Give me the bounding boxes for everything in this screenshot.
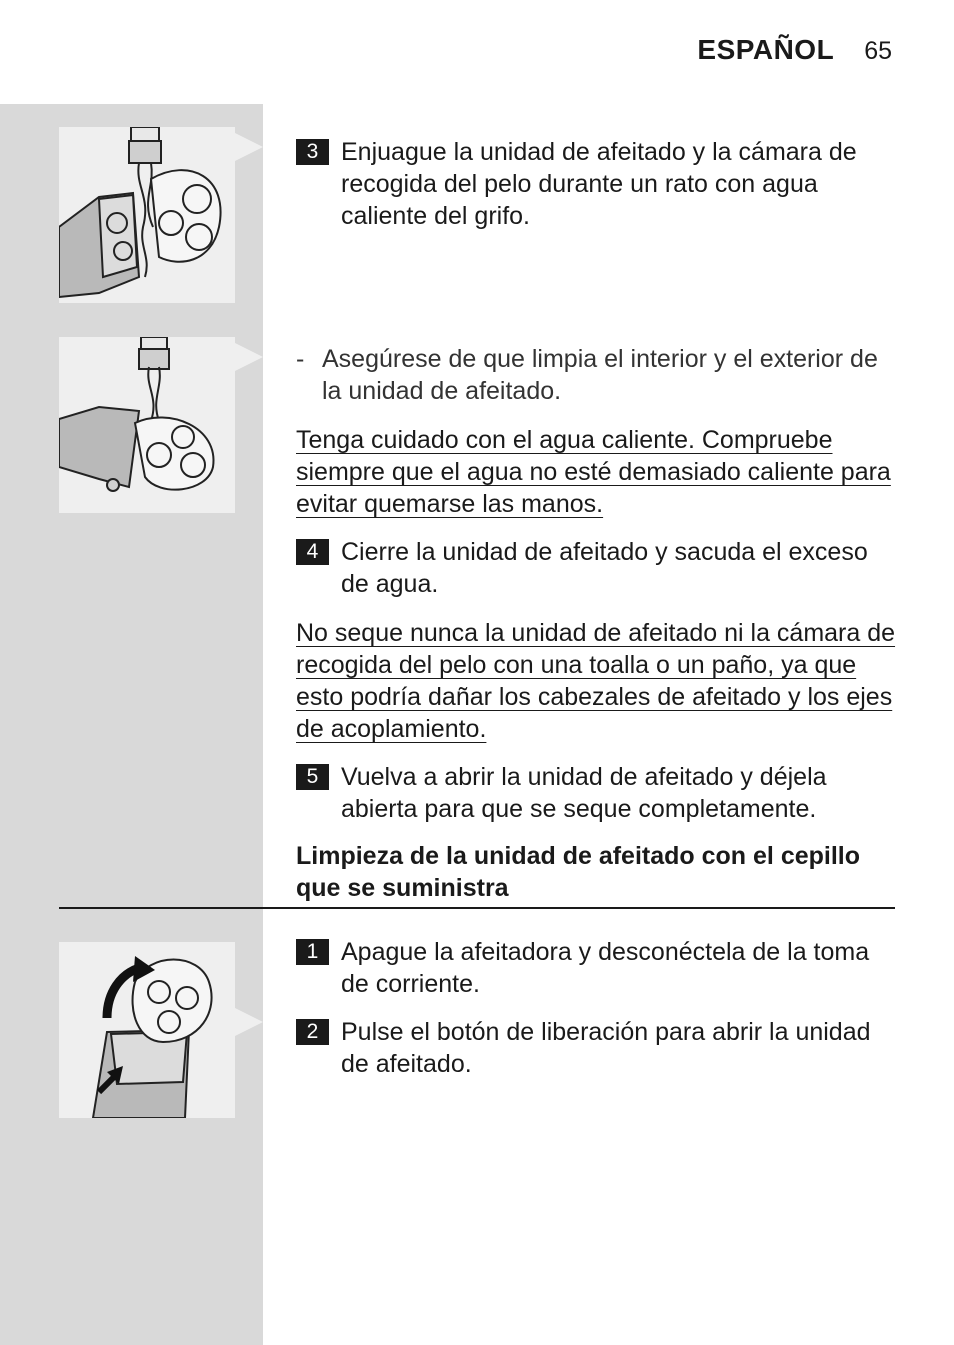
figure-pointer bbox=[235, 1008, 263, 1036]
step-3 bbox=[296, 136, 896, 232]
warning-hot-water bbox=[296, 424, 896, 520]
figure-open-shaver bbox=[59, 942, 235, 1118]
bullet-text: Asegúrese de que limpia el interior y el exterior de la unidad de afeitado. bbox=[322, 345, 878, 405]
step-text: Pulse el botón de liberación para abrir la unidad de afeitado. bbox=[341, 1018, 871, 1078]
language-label: ESPAÑOL bbox=[697, 34, 835, 65]
figure-rinse-closed-shaver bbox=[59, 337, 235, 513]
step-number-badge: 2 bbox=[296, 1019, 329, 1045]
step-5 bbox=[296, 761, 896, 825]
shaver-rinse-closed-illustration bbox=[59, 337, 235, 513]
figure-pointer bbox=[235, 343, 263, 371]
section-divider bbox=[59, 907, 895, 909]
shaver-rinse-illustration bbox=[59, 127, 235, 303]
warning-text: Tenga cuidado con el agua caliente. Compruebe siempre que el agua no esté demasiado caliente para evitar quemarse las manos. bbox=[296, 426, 891, 518]
step-1 bbox=[296, 936, 896, 1000]
figure-rinse-open-shaver bbox=[59, 127, 235, 303]
step-number-badge: 5 bbox=[296, 764, 329, 790]
warning-no-towel bbox=[296, 617, 896, 745]
warning-text: No seque nunca la unidad de afeitado ni la cámara de recogida del pelo con una toalla o un paño, ya que esto podría dañar los cabezales de afeitado y los ejes de acoplamiento. bbox=[296, 619, 896, 743]
bullet-dash: - bbox=[296, 345, 305, 373]
step-number-badge: 3 bbox=[296, 139, 329, 165]
step-text: Vuelva a abrir la unidad de afeitado y déjela abierta para que se seque completamente. bbox=[341, 763, 827, 823]
page-number: 65 bbox=[864, 37, 892, 65]
shaver-open-illustration bbox=[59, 942, 235, 1118]
step-number-badge: 1 bbox=[296, 939, 329, 965]
bullet-item bbox=[296, 343, 896, 407]
step-text: Enjuague la unidad de afeitado y la cámara de recogida del pelo durante un rato con agua caliente del grifo. bbox=[341, 138, 857, 230]
step-2 bbox=[296, 1016, 896, 1080]
step-text: Apague la afeitadora y desconéctela de la toma de corriente. bbox=[341, 938, 870, 998]
step-4 bbox=[296, 536, 896, 600]
step-text: Cierre la unidad de afeitado y sacuda el exceso de agua. bbox=[341, 538, 868, 598]
page-header bbox=[697, 34, 892, 66]
section-heading: Limpieza de la unidad de afeitado con el cepillo que se suministra bbox=[296, 842, 861, 902]
figure-pointer bbox=[235, 133, 263, 161]
step-number-badge: 4 bbox=[296, 539, 329, 565]
